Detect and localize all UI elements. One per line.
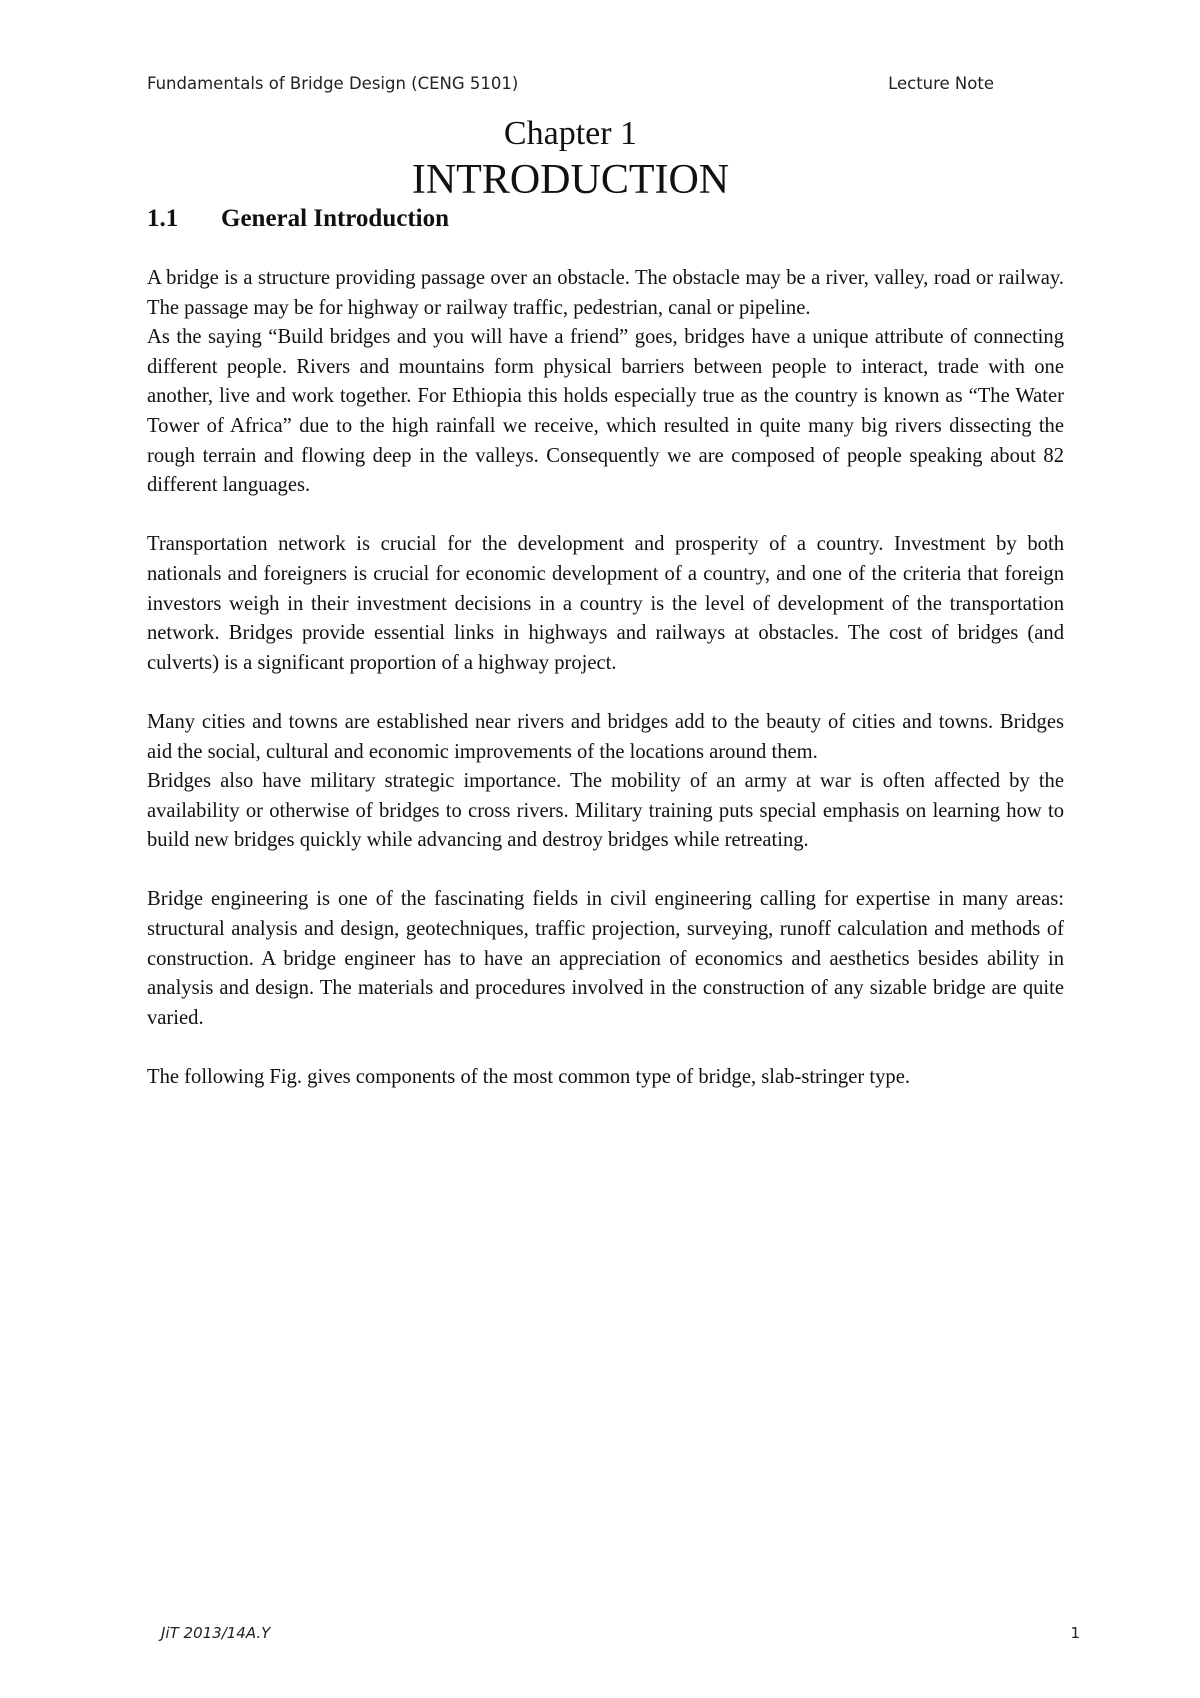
footer-institution-year: JiT 2013/14A.Y bbox=[161, 1624, 271, 1642]
chapter-title: INTRODUCTION bbox=[411, 157, 730, 203]
section-title: General Introduction bbox=[221, 205, 450, 232]
paragraph: Transportation network is crucial for the development and prosperity of a country. Investment by both nationals and foreigners is crucial for economic development of a country, and one of the criteria that foreign investors weigh in their investment decisions in a country is the level of development of the transportation network. Bridges provide essential links in highways and railways at obstacles. The cost of bridges (and culverts) is a significant proportion of a highway project. bbox=[147, 533, 1064, 674]
section-number: 1.1 bbox=[147, 205, 179, 232]
paragraph: Bridges also have military strategic importance. The mobility of an army at war is often affected by the availability or otherwise of bridges to cross rivers. Military training puts special emphasis on learning how to build new bridges quickly while advancing and destroy bridges while retreating. bbox=[147, 770, 1064, 852]
running-footer bbox=[161, 1624, 1080, 1642]
section-heading bbox=[147, 203, 449, 235]
paragraph: The following Fig. gives components of the most common type of bridge, slab-stringer type. bbox=[147, 1066, 910, 1089]
header-document-type: Lecture Note bbox=[888, 74, 994, 93]
running-header bbox=[147, 74, 994, 93]
paragraph: A bridge is a structure providing passage over an obstacle. The obstacle may be a river, valley, road or railway. The passage may be for highway or railway traffic, pedestrian, canal or pipeline. bbox=[147, 267, 1064, 319]
paragraph: As the saying “Build bridges and you will have a friend” goes, bridges have a unique attribute of connecting different people. Rivers and mountains form physical barriers between people to interact, trade with one another, live and work together. For Ethiopia this holds especially true as the country is known as “The Water Tower of Africa” due to the high rainfall we receive, which resulted in quite many big rivers dissecting the rough terrain and flowing deep in the valleys. Consequently we are composed of people speaking about 82 different languages. bbox=[147, 326, 1064, 497]
header-course-title: Fundamentals of Bridge Design (CENG 5101) bbox=[147, 74, 519, 93]
paragraph: Bridge engineering is one of the fascinating fields in civil engineering calling for expertise in many areas: structural analysis and design, geotechniques, traffic projection, surveying, runoff calculation and methods of construction. A bridge engineer has to have an appreciation of economics and aesthetics besides ability in analysis and design. The materials and procedures involved in the construction of any sizable bridge are quite varied. bbox=[147, 888, 1064, 1029]
footer-page-number: 1 bbox=[1070, 1624, 1080, 1642]
chapter-number: Chapter 1 bbox=[503, 115, 638, 152]
paragraph: Many cities and towns are established near rivers and bridges add to the beauty of cities and towns. Bridges aid the social, cultural and economic improvements of the locations around them. bbox=[147, 710, 1064, 763]
body-text bbox=[147, 264, 1064, 1093]
